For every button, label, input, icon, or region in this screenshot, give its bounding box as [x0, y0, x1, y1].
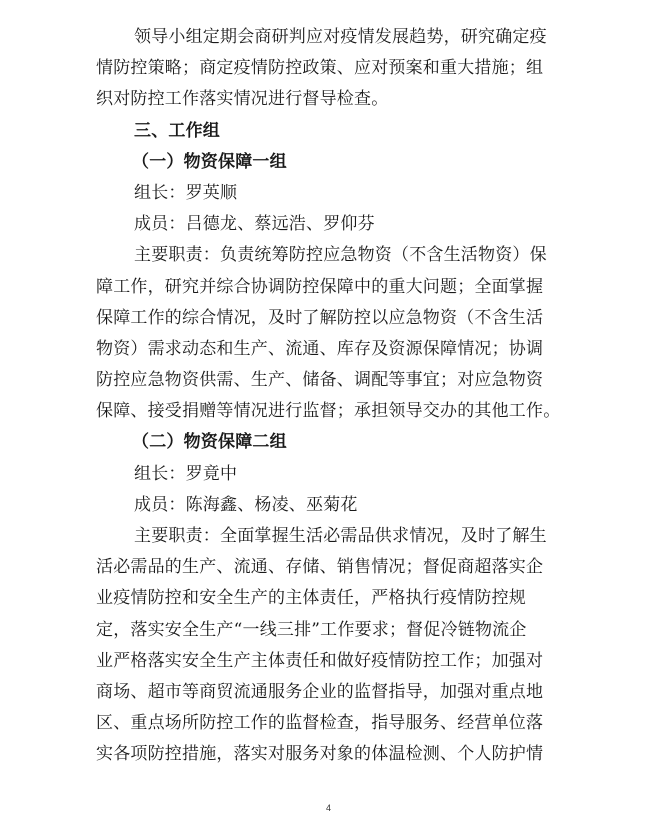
duties-paragraph-line: 业疫情防控和安全生产的主体责任，严格执行疫情防控规: [96, 588, 526, 609]
group-leader-line: 组长：罗英顺: [134, 182, 238, 203]
duties-paragraph-line: 商场、超市等商贸流通服务企业的监督指导，加强对重点地: [96, 681, 544, 702]
duties-paragraph-line: 定，落实安全生产“一线三排”工作要求；督促冷链物流企: [96, 619, 527, 640]
group-members-line: 成员：陈海鑫、杨凌、巫菊花: [134, 494, 358, 515]
duties-paragraph-line: 活必需品的生产、流通、存储、销售情况；督促商超落实企: [96, 557, 544, 578]
body-paragraph-line: 领导小组定期会商研判应对疫情发展趋势，研究确定疫: [134, 27, 547, 47]
body-paragraph-line: 情防控策略；商定疫情防控政策、应对预案和重大措施；组: [96, 58, 544, 79]
section-heading: 三、工作组: [134, 120, 220, 141]
duties-paragraph-line: 区、重点场所防控工作的监督检查，指导服务、经营单位落: [96, 713, 544, 734]
duties-paragraph-line: 保障、接受捐赠等情况进行监督；承担领导交办的其他工作。: [96, 401, 561, 422]
duties-paragraph-line: 主要职责：负责统筹防控应急物资（不含生活物资）保: [134, 245, 547, 266]
duties-paragraph-line: 业严格落实安全生产主体责任和做好疫情防控工作；加强对: [96, 650, 544, 671]
duties-paragraph-line: 保障工作的综合情况，及时了解防控以应急物资（不含生活: [96, 307, 544, 328]
body-paragraph-line: 织对防控工作落实情况进行督导检查。: [96, 89, 389, 110]
duties-paragraph-line: 主要职责：全面掌握生活必需品供求情况，及时了解生: [134, 526, 547, 546]
duties-paragraph-line: 实各项防控措施，落实对服务对象的体温检测、个人防护情: [96, 744, 544, 765]
document-body: [96, 22, 582, 771]
duties-paragraph-line: 防控应急物资供需、生产、储备、调配等事宜；对应急物资: [96, 370, 544, 391]
duties-paragraph-line: 障工作，研究并综合协调防控保障中的重大问题；全面掌握: [96, 276, 544, 297]
group-leader-line: 组长：罗竟中: [134, 463, 238, 484]
duties-paragraph-line: 物资）需求动态和生产、流通、库存及资源保障情况；协调: [96, 338, 544, 359]
subsection-heading-group-2: （二）物资保障二组: [132, 432, 287, 453]
subsection-heading-group-1: （一）物资保障一组: [132, 151, 287, 172]
group-members-line: 成员：吕德龙、蔡远浩、罗仰芬: [134, 214, 375, 235]
page-number: 4: [325, 803, 331, 813]
